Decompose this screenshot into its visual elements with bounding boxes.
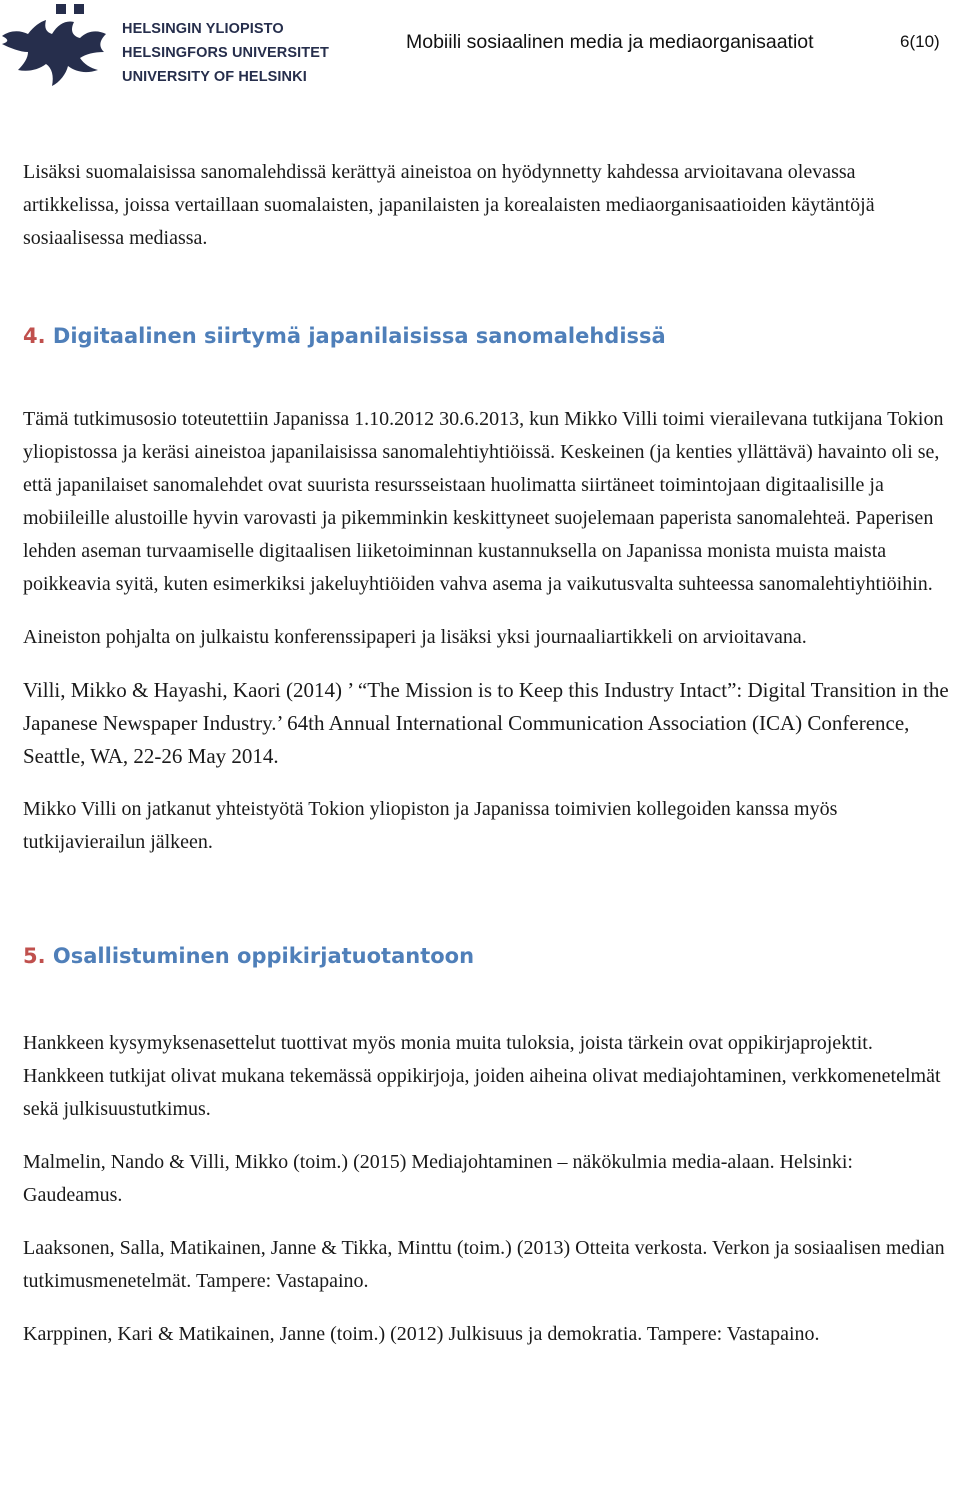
intro-paragraph: Lisäksi suomalaisissa sanomalehdissä kerättyä aineistoa on hyödynnetty kahdessa arvioitavana olevassa artikkelissa, joissa vertaillaan suomalaisten, japanilaisten ja korealaisten mediaorganisaatioiden käytäntöjä sosiaalisessa mediassa. xyxy=(23,161,875,249)
section-4-heading xyxy=(23,321,953,351)
helsinki-flame-emblem-icon xyxy=(0,0,118,96)
section-4-paragraph-2: Aineiston pohjalta on julkaistu konferenssipaperi ja lisäksi yksi journaaliartikkeli on arvioitavana. xyxy=(23,626,807,648)
logo-line-finnish: HELSINGIN YLIOPISTO xyxy=(122,21,284,37)
page-header xyxy=(0,0,960,110)
section-4-number: 4. xyxy=(23,324,46,348)
section-4-paragraph: Tämä tutkimusosio toteutettiin Japanissa 1.10.2012 30.6.2013, kun Mikko Villi toimi vierailevana tutkijana Tokion yliopistossa ja keräsi aineistoa japanilaisissa sanomalehtiyhtiöissä. Keskeinen (ja kenties yllättävä) havainto oli se, että japanilaiset sanomalehdet ovat suurista resursseistaan huolimatta siirtäneet toimintojaan digitaalisille ja mobiileille alustoille hyvin varovasti ja pikemminkin keskittyneet suojelemaan paperista sanomalehteä. Paperisen lehden aseman turvaamiselle digitaalisen liiketoiminnan kustannuksella on Japanissa monista muista maista poikkeavia syitä, kuten esimerkiksi jakeluyhtiöiden vahva asema ja vaikutusvalta suhteessa sanomalehtiyhtiöihin. xyxy=(23,408,944,595)
section-4-reference: Villi, Mikko & Hayashi, Kaori (2014) ’ “The Mission is to Keep this Industry Intact”: Digital Transition in the Japanese Newspaper Industry.’ 64th Annual International Communication Association (ICA) Conference, Seattle, WA, 22-26 May 2014. xyxy=(23,678,949,768)
section-4-closing: Mikko Villi on jatkanut yhteistyötä Tokion yliopiston ja Japanissa toimivien kollegoiden kanssa myös tutkijavierailun jälkeen. xyxy=(23,798,838,853)
document-title: Mobiili sosiaalinen media ja mediaorganisaatiot xyxy=(406,31,814,53)
section-5-paragraph: Hankkeen kysymyksenasettelut tuottivat myös monia muita tuloksia, joista tärkein ovat oppikirjaprojektit. Hankkeen tutkijat olivat mukana tekemässä oppikirjoja, joiden aiheina olivat mediajohtaminen, verkkomenetelmät sekä julkisuustutkimus. xyxy=(23,1032,941,1120)
reference-item: Karppinen, Kari & Matikainen, Janne (toim.) (2012) Julkisuus ja demokratia. Tampere: Vastapaino. xyxy=(23,1323,820,1345)
logo-line-english: UNIVERSITY OF HELSINKI xyxy=(122,69,307,85)
reference-item: Laaksonen, Salla, Matikainen, Janne & Tikka, Minttu (toim.) (2013) Otteita verkosta. Verkon ja sosiaalisen median tutkimusmenetelmät. Tampere: Vastapaino. xyxy=(23,1237,945,1292)
section-4-title: Digitaalinen siirtymä japanilaisissa sanomalehdissä xyxy=(52,324,666,348)
reference-item: Malmelin, Nando & Villi, Mikko (toim.) (2015) Mediajohtaminen – näkökulmia media-alaan. Helsinki: Gaudeamus. xyxy=(23,1151,853,1206)
section-5-number: 5. xyxy=(23,944,46,968)
section-5-title: Osallistuminen oppikirjatuotantoon xyxy=(52,944,475,968)
logo-line-swedish: HELSINGFORS UNIVERSITET xyxy=(122,45,329,61)
document-body xyxy=(23,156,953,1351)
page-number: 6(10) xyxy=(900,32,940,51)
university-logo xyxy=(0,0,330,100)
section-5-heading xyxy=(23,941,953,971)
